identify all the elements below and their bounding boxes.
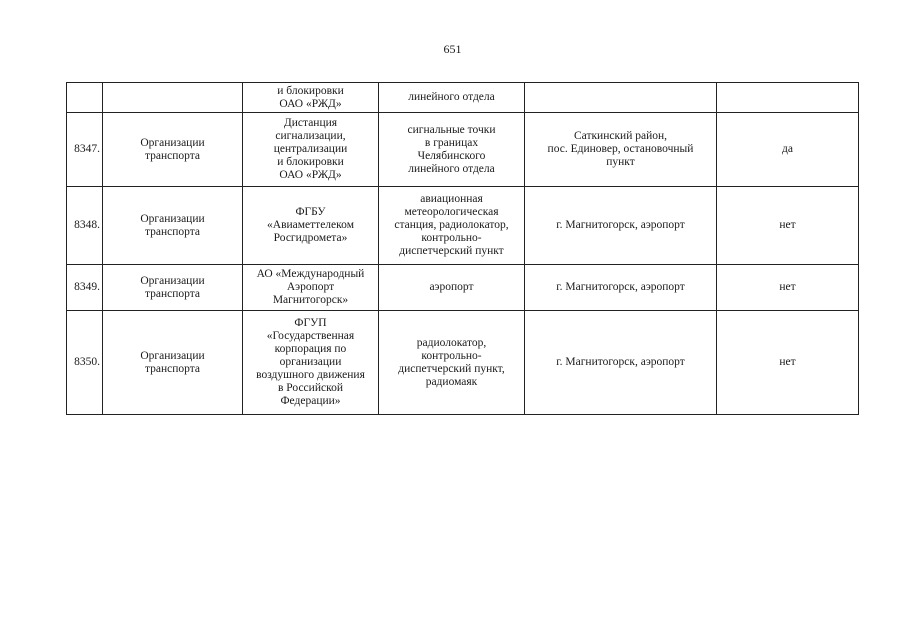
category-cell: Организации транспорта bbox=[103, 187, 243, 265]
location-cell: г. Магнитогорск, аэропорт bbox=[525, 265, 717, 311]
location-cell: Саткинский район, пос. Единовер, остановочный пункт bbox=[525, 113, 717, 187]
row-number-cell: 8349. bbox=[67, 265, 103, 311]
object-cell: радиолокатор, контрольно- диспетчерский пункт, радиомаяк bbox=[379, 311, 525, 415]
flag-cell: да bbox=[717, 113, 859, 187]
flag-cell: нет bbox=[717, 311, 859, 415]
category-cell: Организации транспорта bbox=[103, 265, 243, 311]
organization-cell: и блокировки ОАО «РЖД» bbox=[243, 83, 379, 113]
table-row bbox=[67, 113, 859, 187]
row-number-cell: 8347. bbox=[67, 113, 103, 187]
flag-cell bbox=[717, 83, 859, 113]
row-number-cell: 8350. bbox=[67, 311, 103, 415]
object-cell: авиационная метеорологическая станция, радиолокатор, контрольно- диспетчерский пункт bbox=[379, 187, 525, 265]
category-cell: Организации транспорта bbox=[103, 113, 243, 187]
registry-table bbox=[66, 82, 859, 415]
table-row bbox=[67, 311, 859, 415]
table-row bbox=[67, 187, 859, 265]
object-cell: линейного отдела bbox=[379, 83, 525, 113]
flag-cell: нет bbox=[717, 187, 859, 265]
organization-cell: АО «Международный Аэропорт Магнитогорск» bbox=[243, 265, 379, 311]
organization-cell: ФГБУ «Авиаметтелеком Росгидромета» bbox=[243, 187, 379, 265]
location-cell bbox=[525, 83, 717, 113]
organization-cell: Дистанция сигнализации, централизации и блокировки ОАО «РЖД» bbox=[243, 113, 379, 187]
location-cell: г. Магнитогорск, аэропорт bbox=[525, 311, 717, 415]
object-cell: аэропорт bbox=[379, 265, 525, 311]
organization-cell: ФГУП «Государственная корпорация по организации воздушного движения в Российской Федерации» bbox=[243, 311, 379, 415]
location-cell: г. Магнитогорск, аэропорт bbox=[525, 187, 717, 265]
row-number-cell: 8348. bbox=[67, 187, 103, 265]
page-number: 651 bbox=[443, 42, 462, 56]
row-number-cell bbox=[67, 83, 103, 113]
table-row bbox=[67, 265, 859, 311]
category-cell: Организации транспорта bbox=[103, 311, 243, 415]
table-row bbox=[67, 83, 859, 113]
category-cell bbox=[103, 83, 243, 113]
flag-cell: нет bbox=[717, 265, 859, 311]
object-cell: сигнальные точки в границах Челябинского линейного отдела bbox=[379, 113, 525, 187]
